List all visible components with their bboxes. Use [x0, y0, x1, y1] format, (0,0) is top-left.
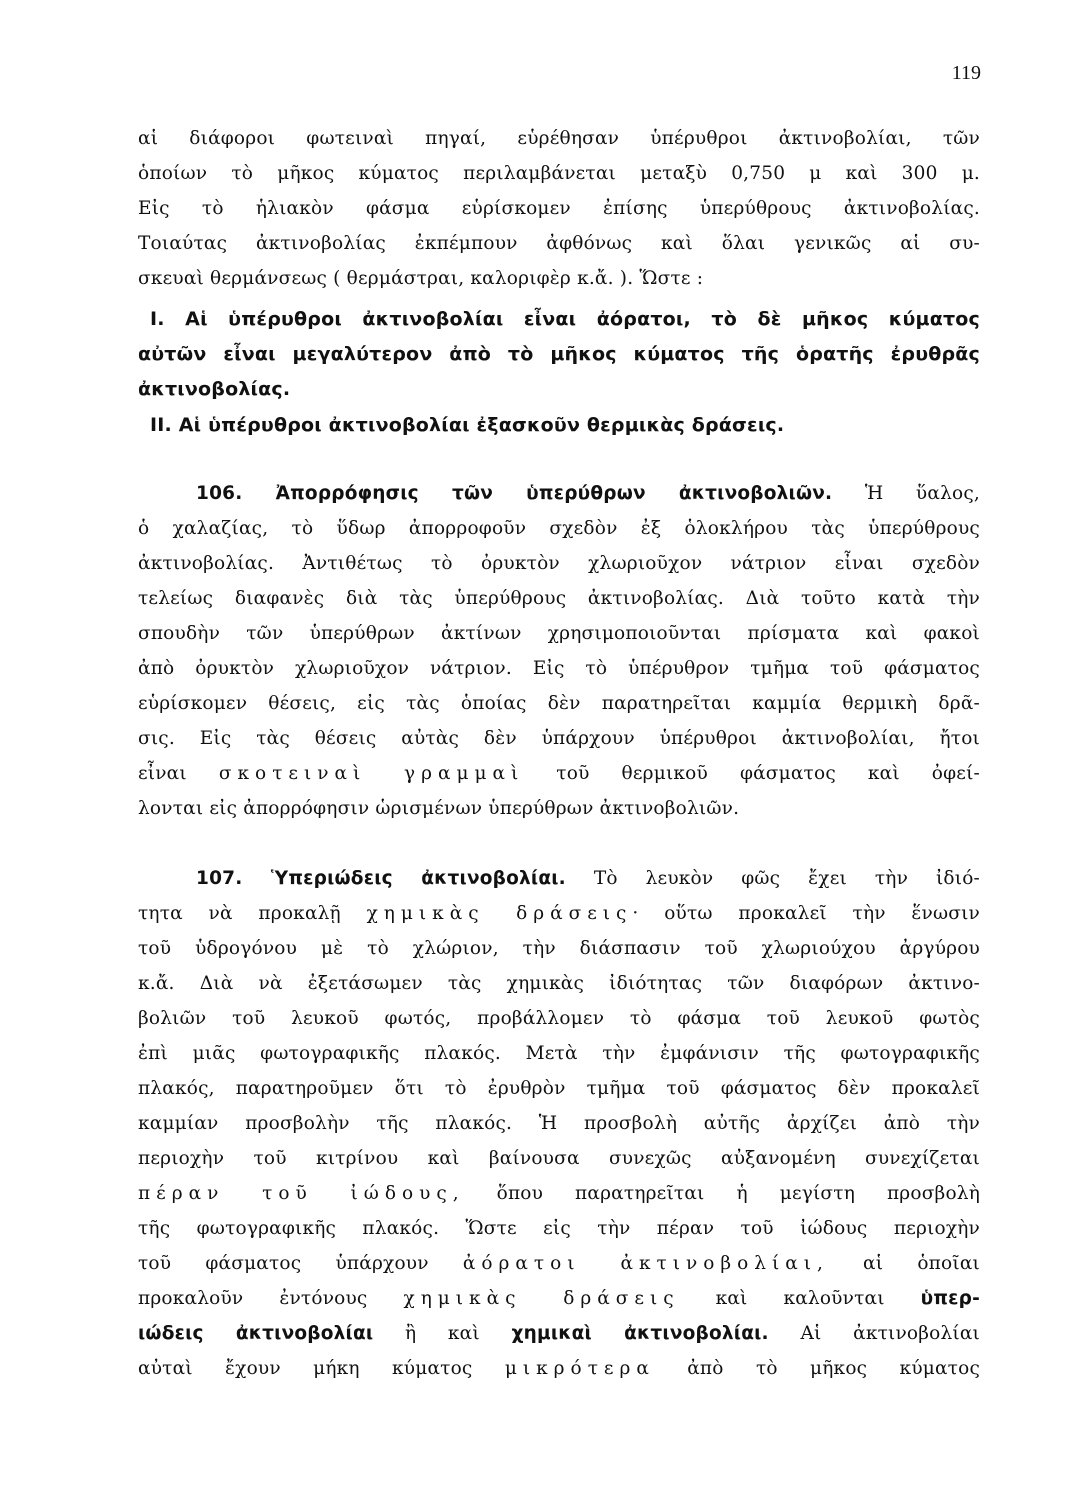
spaced-emphasis: ἀόρατοι ἀκτινοβολίαι,: [462, 1253, 829, 1274]
text-line: σις. Εἰς τὰς θέσεις αὐτὰς δὲν ὑπάρχουν ὑπέρυθροι ἀκτινοβολίαι, ἤτοι: [138, 728, 980, 749]
spaced-emphasis: μικρότερα: [504, 1358, 655, 1379]
text-line: [138, 1358, 980, 1379]
text-span: προκαλοῦν ἐντόνους: [138, 1288, 368, 1309]
text-line: [138, 1288, 980, 1309]
text-line: ὁ χαλαζίας, τὸ ὕδωρ ἀπορροφοῦν σχεδὸν ἐξ ὁλοκλήρου τὰς ὑπερύθρους: [138, 518, 980, 539]
text-line: περιοχὴν τοῦ κιτρίνου καὶ βαίνουσα συνεχῶς αὐξανομένη συνεχίζεται: [138, 1148, 980, 1169]
text-line: [138, 763, 980, 784]
text-span: · οὕτω προκαλεῖ τὴν ἕνωσιν: [632, 903, 980, 924]
text-line: ἀπὸ ὀρυκτὸν χλωριοῦχον νάτριον. Εἰς τὸ ὑπέρυθρον τμῆμα τοῦ φάσματος: [138, 658, 980, 679]
text-line: ἐπὶ μιᾶς φωτογραφικῆς πλακός. Μετὰ τὴν ἐμφάνισιν τῆς φωτογραφικῆς: [138, 1043, 980, 1064]
text-line: [138, 1323, 980, 1344]
text-line: ὁποίων τὸ μῆκος κύματος περιλαμβάνεται μεταξὺ 0,750 μ καὶ 300 μ.: [138, 163, 980, 184]
text-line: αἱ διάφοροι φωτειναὶ πηγαί, εὑρέθησαν ὑπέρυθροι ἀκτινοβολίαι, τῶν: [138, 128, 980, 149]
page-number: 119: [951, 62, 981, 84]
text-span: αἱ ὁποῖαι: [863, 1253, 980, 1274]
text-span: Αἱ ἀκτινοβολίαι: [800, 1323, 981, 1344]
spaced-emphasis: πέραν τοῦ ἰώδους,: [138, 1183, 465, 1204]
section-107-heading-tail: Τὸ λευκὸν φῶς ἔχει τὴν ἰδιό-: [593, 868, 980, 889]
text-span: ἢ καὶ: [404, 1323, 480, 1344]
text-line: [138, 1253, 980, 1274]
bold-term: ὑπερ-: [920, 1288, 980, 1309]
text-line: ἀκτινοβολίας. Ἀντιθέτως τὸ ὀρυκτὸν χλωριοῦχον νάτριον εἶναι σχεδὸν: [138, 553, 980, 574]
text-line: [138, 1183, 980, 1204]
text-span: εἶναι: [138, 763, 187, 784]
spaced-emphasis: χημικὰς δράσεις: [403, 1288, 680, 1309]
conclusion-1-cont: αὐτῶν εἶναι μεγαλύτερον ἀπὸ τὸ μῆκος κύματος τῆς ὁρατῆς ἐρυθρᾶς: [138, 343, 980, 365]
bold-term: ιώδεις ἀκτινοβολίαι: [138, 1323, 374, 1344]
text-line: τοῦ ὑδρογόνου μὲ τὸ χλώριον, τὴν διάσπασιν τοῦ χλωριούχου ἀργύρου: [138, 938, 980, 959]
text-span: ὅπου παρατηρεῖται ἡ μεγίστη προσβολὴ: [496, 1183, 980, 1204]
text-line: κ.ἄ. Διὰ νὰ ἐξετάσωμεν τὰς χημικὰς ἰδιότητας τῶν διαφόρων ἀκτινο-: [138, 973, 980, 994]
bold-term: χημικαὶ ἀκτινοβολίαι.: [511, 1323, 769, 1344]
text-span: ἀπὸ τὸ μῆκος κύματος: [687, 1358, 981, 1379]
text-line: τῆς φωτογραφικῆς πλακός. Ὥστε εἰς τὴν πέραν τοῦ ἰώδους περιοχὴν: [138, 1218, 980, 1239]
text-span: καὶ καλοῦνται: [715, 1288, 885, 1309]
text-span: τοῦ θερμικοῦ φάσματος καὶ ὀφεί-: [556, 763, 980, 784]
text-line: Τοιαύτας ἀκτινοβολίας ἐκπέμπουν ἀφθόνως καὶ ὅλαι γενικῶς αἱ συ-: [138, 233, 980, 254]
text-line: [138, 903, 980, 924]
section-106-heading: 106. Ἀπορρόφησις τῶν ὑπερύθρων ἀκτινοβολιῶν.: [196, 483, 833, 504]
conclusion-2: II. Αἱ ὑπέρυθροι ἀκτινοβολίαι ἐξασκοῦν θερμικὰς δράσεις.: [150, 414, 785, 436]
text-line: σπουδὴν τῶν ὑπερύθρων ἀκτίνων χρησιμοποιοῦνται πρίσματα καὶ φακοὶ: [138, 623, 980, 644]
spaced-emphasis: σκοτειναὶ γραμμαὶ: [218, 763, 525, 784]
spaced-emphasis: χημικὰς δράσεις: [366, 903, 633, 924]
section-107-first-line: [196, 868, 980, 889]
section-106-first-line: [196, 483, 980, 504]
text-line: σκευαὶ θερμάνσεως ( θερμάστραι, καλοριφὲρ κ.ἄ. ). Ὥστε :: [138, 268, 704, 289]
conclusion-1: I. Αἱ ὑπέρυθροι ἀκτινοβολίαι εἶναι ἀόρατοι, τὸ δὲ μῆκος κύματος: [150, 308, 980, 330]
text-line: εὑρίσκομεν θέσεις, εἰς τὰς ὁποίας δὲν παρατηρεῖται καμμία θερμικὴ δρᾶ-: [138, 693, 980, 714]
text-line: βολιῶν τοῦ λευκοῦ φωτός, προβάλλομεν τὸ φάσμα τοῦ λευκοῦ φωτὸς: [138, 1008, 980, 1029]
text-span: τοῦ φάσματος ὑπάρχουν: [138, 1253, 429, 1274]
section-106-heading-tail: Ἡ ὕαλος,: [864, 483, 980, 504]
text-line: καμμίαν προσβολὴν τῆς πλακός. Ἡ προσβολὴ αὐτῆς ἀρχίζει ἀπὸ τὴν: [138, 1113, 980, 1134]
text-line: τελείως διαφανὲς διὰ τὰς ὑπερύθρους ἀκτινοβολίας. Διὰ τοῦτο κατὰ τὴν: [138, 588, 980, 609]
text-span: τητα νὰ προκαλῇ: [138, 903, 341, 924]
text-line: Εἰς τὸ ἡλιακὸν φάσμα εὑρίσκομεν ἐπίσης ὑπερύθρους ἀκτινοβολίας.: [138, 198, 980, 219]
conclusion-1-end: ἀκτινοβολίας.: [138, 378, 291, 400]
text-line: λονται εἰς ἀπορρόφησιν ὡρισμένων ὑπερύθρων ἀκτινοβολιῶν.: [138, 798, 740, 819]
text-span: αὐταὶ ἔχουν μήκη κύματος: [138, 1358, 473, 1379]
section-107-heading: 107. Ὑπεριώδεις ἀκτινοβολίαι.: [196, 868, 566, 889]
text-line: πλακός, παρατηροῦμεν ὅτι τὸ ἐρυθρὸν τμῆμα τοῦ φάσματος δὲν προκαλεῖ: [138, 1078, 980, 1099]
